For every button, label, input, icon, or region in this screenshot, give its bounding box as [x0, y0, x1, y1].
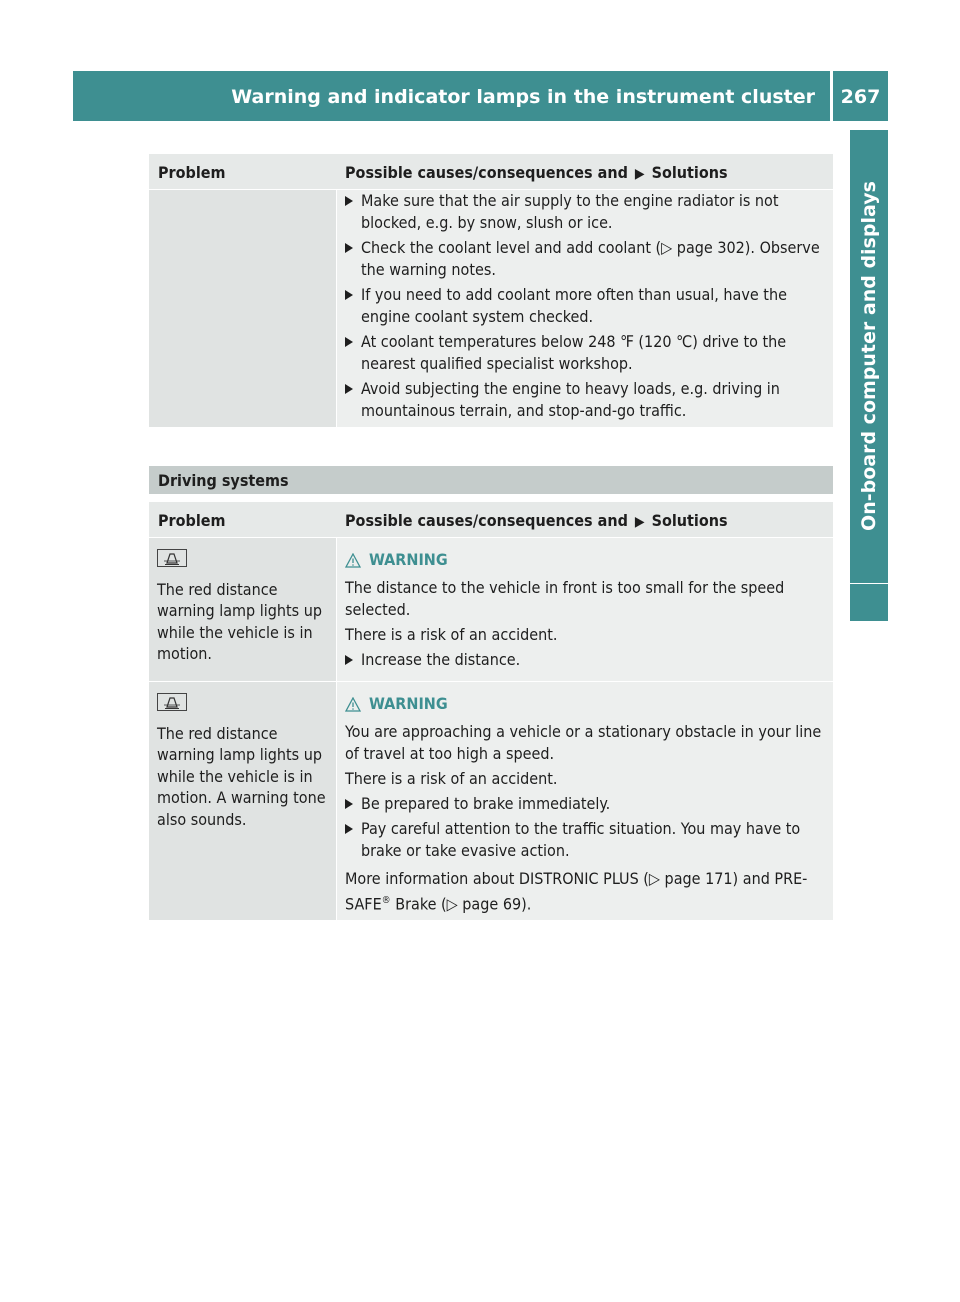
column-problem: Problem [158, 163, 226, 182]
step-item: Increase the distance. [345, 649, 827, 671]
column-causes: Possible causes/consequences and ▶ Solutions [345, 511, 728, 530]
solutions-arrow-icon: ▶ [634, 514, 645, 530]
distance-warning-lamp-icon [157, 549, 187, 567]
problem-text: The red distance warning lamp lights up while the vehicle is in motion. [157, 579, 322, 663]
page-number: 267 [840, 86, 881, 108]
step-item: Pay careful attention to the traffic situation. You may have to brake or take evasive action. [345, 818, 827, 862]
column-problem: Problem [158, 511, 226, 530]
problem-cell-empty [149, 190, 336, 427]
warning-text: You are approaching a vehicle or a stationary obstacle in your line of travel at too high a speed. [345, 722, 822, 763]
risk-text: There is a risk of an accident. [345, 769, 558, 788]
step-item: At coolant temperatures below 248 ℉ (120 ℃) drive to the nearest qualified specialist workshop. [345, 331, 827, 375]
solutions-cell [337, 538, 833, 681]
step-item: Make sure that the air supply to the engine radiator is not blocked, e.g. by snow, slush or ice. [345, 190, 827, 234]
step-item: Avoid subjecting the engine to heavy loads, e.g. driving in mountainous terrain, and stop-and-go traffic. [345, 378, 827, 422]
arrow-step-icon [345, 824, 353, 834]
problem-cell [149, 682, 336, 920]
arrow-step-icon [345, 799, 353, 809]
step-item: If you need to add coolant more often than usual, have the engine coolant system checked. [345, 284, 827, 328]
table-header-bottom [149, 502, 833, 537]
arrow-step-icon [345, 337, 353, 347]
page-header [73, 71, 888, 121]
warning-text: The distance to the vehicle in front is too small for the speed selected. [345, 578, 785, 619]
section-title-bar [149, 466, 833, 494]
arrow-step-icon [345, 243, 353, 253]
step-item: Check the coolant level and add coolant (▷ page 302). Observe the warning notes. [345, 237, 827, 281]
risk-text: There is a risk of an accident. [345, 625, 558, 644]
warning-triangle-icon [345, 697, 361, 712]
chapter-title: Warning and indicator lamps in the instrument cluster [231, 86, 815, 108]
solutions-cell [337, 682, 833, 920]
section-title: Driving systems [158, 471, 289, 490]
warning-heading: WARNING [345, 549, 827, 571]
problem-cell [149, 538, 336, 681]
arrow-step-icon [345, 290, 353, 300]
steps-list [345, 190, 827, 425]
solutions-cell [337, 190, 833, 427]
solutions-arrow-icon: ▶ [634, 166, 645, 182]
arrow-step-icon [345, 655, 353, 665]
problem-text: The red distance warning lamp lights up while the vehicle is in motion. A warning tone also sounds. [157, 723, 326, 829]
side-tab-label: On-board computer and displays [858, 181, 880, 531]
side-tab-marker [850, 584, 888, 621]
arrow-step-icon [345, 384, 353, 394]
warning-triangle-icon [345, 553, 361, 568]
warning-heading: WARNING [345, 693, 827, 715]
column-causes: Possible causes/consequences and ▶ Solutions [345, 163, 728, 182]
step-item: Be prepared to brake immediately. [345, 793, 827, 815]
distance-warning-lamp-icon [157, 693, 187, 711]
arrow-step-icon [345, 196, 353, 206]
more-info-text: More information about DISTRONIC PLUS (▷ page 171) and PRE-SAFE® Brake (▷ page 69). [345, 869, 808, 914]
table-header-top [149, 154, 833, 189]
